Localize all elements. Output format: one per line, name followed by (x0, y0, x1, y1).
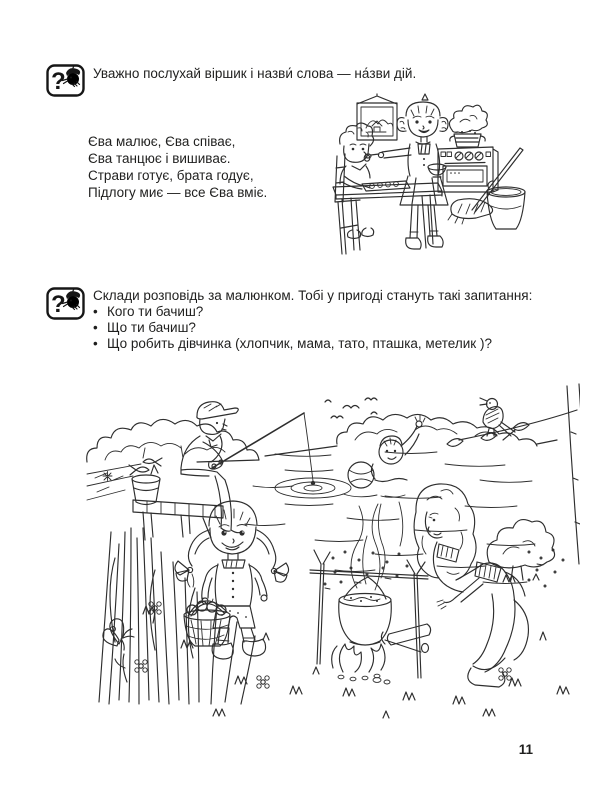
question-item (93, 304, 573, 320)
poem (88, 133, 267, 201)
poem-line: Підлогу миє — все Єва вміє. (88, 185, 268, 200)
flying-birds (325, 398, 377, 418)
ball (348, 462, 374, 488)
question-text: Що робить дівчинка (хлопчик, мама, тато, пташка, метелик )? (107, 336, 492, 351)
mother-by-fire (414, 484, 528, 687)
bullet-glyph: • (93, 336, 98, 351)
task2-block (93, 288, 573, 352)
task1-question-bird-icon (46, 64, 85, 97)
task2-question-bird-icon (46, 287, 85, 320)
poem-line: Єва танцює і вишиває. (88, 151, 231, 166)
page-number: 11 (518, 742, 533, 757)
task1-instruction: Уважно послухай віршик і назви́ слова — на́зви дій. (93, 66, 417, 81)
question-item (93, 336, 573, 352)
boy-at-table (335, 123, 374, 254)
table (333, 181, 442, 254)
smoke (351, 504, 380, 590)
question-mark-glyph: ? (51, 291, 66, 318)
reeds (99, 472, 255, 705)
wall-picture (357, 94, 397, 140)
poem-line: Єва малює, Єва співає, (88, 134, 236, 149)
campfire-cauldron (310, 504, 431, 681)
poem-line: Страви готує, брата годує, (88, 168, 254, 183)
question-item (93, 320, 573, 336)
fishing-line (304, 413, 313, 481)
bullet-glyph: • (93, 320, 98, 335)
task2-instruction: Склади розповідь за малюнком. Тобі у пригоді стануть такі запитання: (93, 288, 533, 303)
kitchen-illustration (330, 92, 580, 260)
father-fishing (181, 402, 351, 533)
small-tree (487, 520, 554, 582)
fishing-float (311, 481, 315, 485)
question-mark-glyph: ? (51, 68, 66, 95)
riverside-scene-illustration (85, 382, 580, 742)
question-text: Кого ти бачиш? (107, 304, 204, 319)
girl-feeding-brother (365, 94, 448, 249)
question-text: Що ти бачиш? (107, 320, 196, 335)
bullet-glyph: • (93, 304, 98, 319)
